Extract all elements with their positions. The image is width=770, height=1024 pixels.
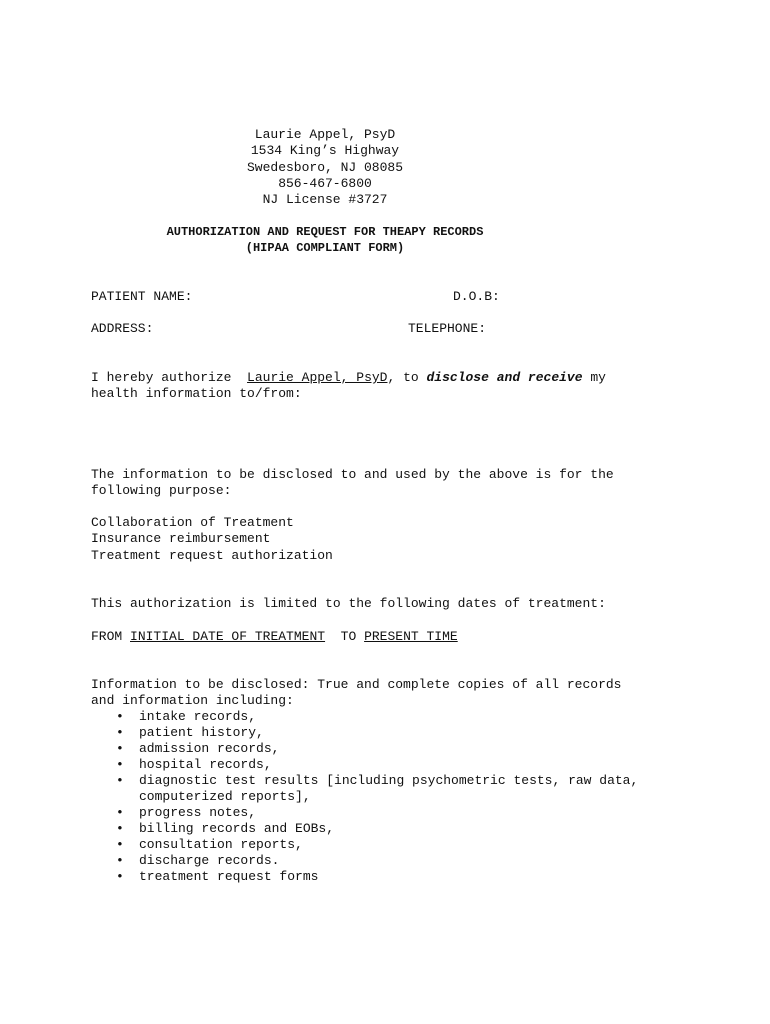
- from-label: FROM: [91, 629, 131, 644]
- bullet-icon: •: [116, 709, 124, 724]
- to-label: TO: [340, 629, 365, 644]
- form-title-line2: (HIPAA COMPLIANT FORM): [245, 241, 405, 255]
- authorize-line: [91, 370, 606, 386]
- list-item: • progress notes,: [116, 805, 257, 820]
- purpose-item: Treatment request authorization: [91, 548, 333, 563]
- list-item: • intake records,: [116, 709, 257, 724]
- bullet-icon: •: [116, 741, 124, 756]
- bullet-icon: •: [116, 757, 124, 772]
- bullet-icon: •: [116, 805, 124, 820]
- bullet-icon: •: [116, 773, 124, 788]
- disclosed-intro-line1: Information to be disclosed: True and complete copies of all records: [91, 677, 622, 692]
- patient-name-label: PATIENT NAME:: [91, 289, 193, 304]
- address-label: ADDRESS:: [91, 321, 154, 336]
- provider-city: Swedesboro, NJ 08085: [246, 159, 404, 175]
- disclosed-intro-line2: and information including:: [91, 693, 294, 708]
- provider-license: NJ License #3727: [262, 192, 388, 208]
- authorize-suffix: my: [582, 370, 606, 385]
- bullet-icon: •: [116, 821, 124, 836]
- authorize-line2: health information to/from:: [91, 386, 302, 401]
- purpose-item: Insurance reimbursement: [91, 531, 271, 546]
- list-item: • patient history,: [116, 725, 264, 740]
- form-title: [100, 224, 550, 256]
- list-item: • consultation reports,: [116, 837, 303, 852]
- form-title-line1: AUTHORIZATION AND REQUEST FOR THEAPY RECORDS: [166, 225, 484, 239]
- from-value: INITIAL DATE OF TREATMENT: [130, 629, 326, 644]
- purpose-item: Collaboration of Treatment: [91, 515, 294, 530]
- authorize-mid: , to: [387, 370, 427, 385]
- bullet-icon: •: [116, 725, 124, 740]
- telephone-label: TELEPHONE:: [408, 321, 487, 336]
- provider-name: Laurie Appel, PsyD: [254, 127, 396, 142]
- bullet-icon: •: [116, 869, 124, 884]
- list-item: • billing records and EOBs,: [116, 821, 335, 836]
- list-item: • hospital records,: [116, 757, 272, 772]
- to-value: PRESENT TIME: [364, 629, 458, 644]
- purpose-intro-line2: following purpose:: [91, 483, 232, 498]
- bullet-icon: •: [116, 837, 124, 852]
- list-item: • admission records,: [116, 741, 280, 756]
- list-item: • diagnostic test results [including psychometric tests, raw data, computerized reports],: [116, 773, 639, 804]
- list-item: • discharge records.: [116, 853, 280, 868]
- dob-label: D.O.B:: [453, 289, 500, 304]
- authorized-provider: Laurie Appel, PsyD: [247, 370, 388, 385]
- date-limit-text: This authorization is limited to the following dates of treatment:: [91, 596, 606, 611]
- provider-phone: 856-467-6800: [278, 175, 372, 191]
- authorize-action: disclose and receive: [426, 370, 583, 385]
- provider-header: [160, 127, 490, 208]
- purpose-intro-line1: The information to be disclosed to and used by the above is for the: [91, 467, 614, 482]
- bullet-icon: •: [116, 853, 124, 868]
- authorize-prefix: I hereby authorize: [91, 370, 240, 385]
- disclosed-records-list: [116, 709, 716, 885]
- list-item: • treatment request forms: [116, 869, 319, 884]
- provider-street: 1534 King’s Highway: [250, 143, 400, 159]
- date-range-line: [91, 629, 458, 645]
